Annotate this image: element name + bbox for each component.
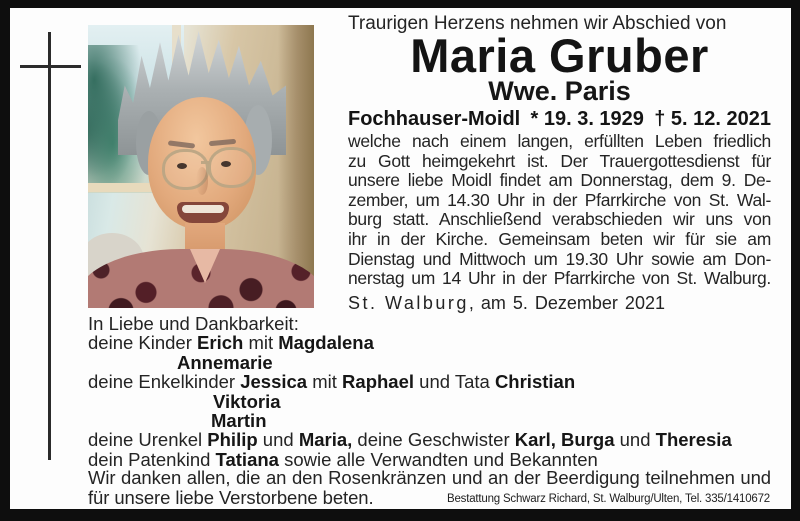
family-line: Martin xyxy=(211,410,267,432)
family-line: deine Urenkel Philip und Maria, deine Geschwister Karl, Burga und Theresia xyxy=(88,429,732,451)
dateline-date: , am 5. Dezember 2021 xyxy=(468,292,665,313)
death-date: † 5. 12. 2021 xyxy=(654,108,771,130)
house-name: Fochhauser-Moidl xyxy=(348,108,521,130)
family-heading: In Liebe und Dankbarkeit: xyxy=(88,313,299,334)
family-lines xyxy=(88,333,771,469)
portrait-photo xyxy=(88,25,314,308)
dateline-place: St. Walburg xyxy=(348,292,469,313)
dates-row xyxy=(348,108,771,130)
announcement-line: Dienstag und Mittwoch um 19.30 Uhr sowie am Don- xyxy=(348,248,771,269)
photo-teeth xyxy=(182,205,224,213)
cross-vertical-bar xyxy=(48,32,51,460)
widow-name: Wwe. Paris xyxy=(488,76,631,106)
photo-glasses-right-lens xyxy=(208,147,255,188)
family-line: Viktoria xyxy=(213,390,281,412)
family-line: Annemarie xyxy=(177,351,273,373)
family-line: deine Kinder Erich mit Magdalena xyxy=(88,332,374,354)
intro-line: Traurigen Herzens nehmen wir Abschied von xyxy=(348,13,727,34)
birth-date: * 19. 3. 1929 xyxy=(530,108,644,130)
announcement-line: zember, um 14.30 Uhr in der Pfarrkirche von St. Wal- xyxy=(348,189,771,210)
dateline xyxy=(348,293,771,314)
family-section xyxy=(88,314,771,469)
announcement-line: nerstag um 14 Uhr in der Pfarrkirche von St. Walburg. xyxy=(348,268,771,289)
cross-horizontal-bar xyxy=(20,65,81,68)
thanks-line-2: für unsere liebe Verstorbene beten. xyxy=(88,487,374,508)
announcement-line: ihr in der Kirche. Gemeinsam beten wir für sie am xyxy=(348,228,771,249)
thanks-line-1: Wir danken allen, die an den Rosenkränzen und an der Beerdigung teilnehmen und xyxy=(88,467,771,488)
photo-glasses-bridge xyxy=(201,161,210,164)
family-line: deine Enkelkinder Jessica mit Raphael und Tata Christian xyxy=(88,371,576,393)
family-line: dein Patenkind Tatiana sowie alle Verwandten und Bekannten xyxy=(88,448,598,470)
deceased-name: Maria Gruber xyxy=(410,29,709,82)
announcement-text xyxy=(348,132,771,289)
photo-nose xyxy=(196,167,208,195)
announcement-line: burg statt. Anschließend verabschieden wir uns von xyxy=(348,209,771,230)
announcement-column xyxy=(348,13,771,314)
announcement-line: unsere liebe Moidl findet am Donnerstag, dem 9. De- xyxy=(348,170,771,191)
funeral-home-credit: Bestattung Schwarz Richard, St. Walburg/Ulten, Tel. 335/1410672 xyxy=(446,493,770,505)
photo-eye-left xyxy=(177,163,187,169)
announcement-line: zu Gott heimgekehrt ist. Der Trauergottesdienst für xyxy=(348,150,771,171)
announcement-line: welche nach einem langen, erfüllten Leben friedlich xyxy=(348,131,771,151)
photo-eye-right xyxy=(221,161,231,167)
